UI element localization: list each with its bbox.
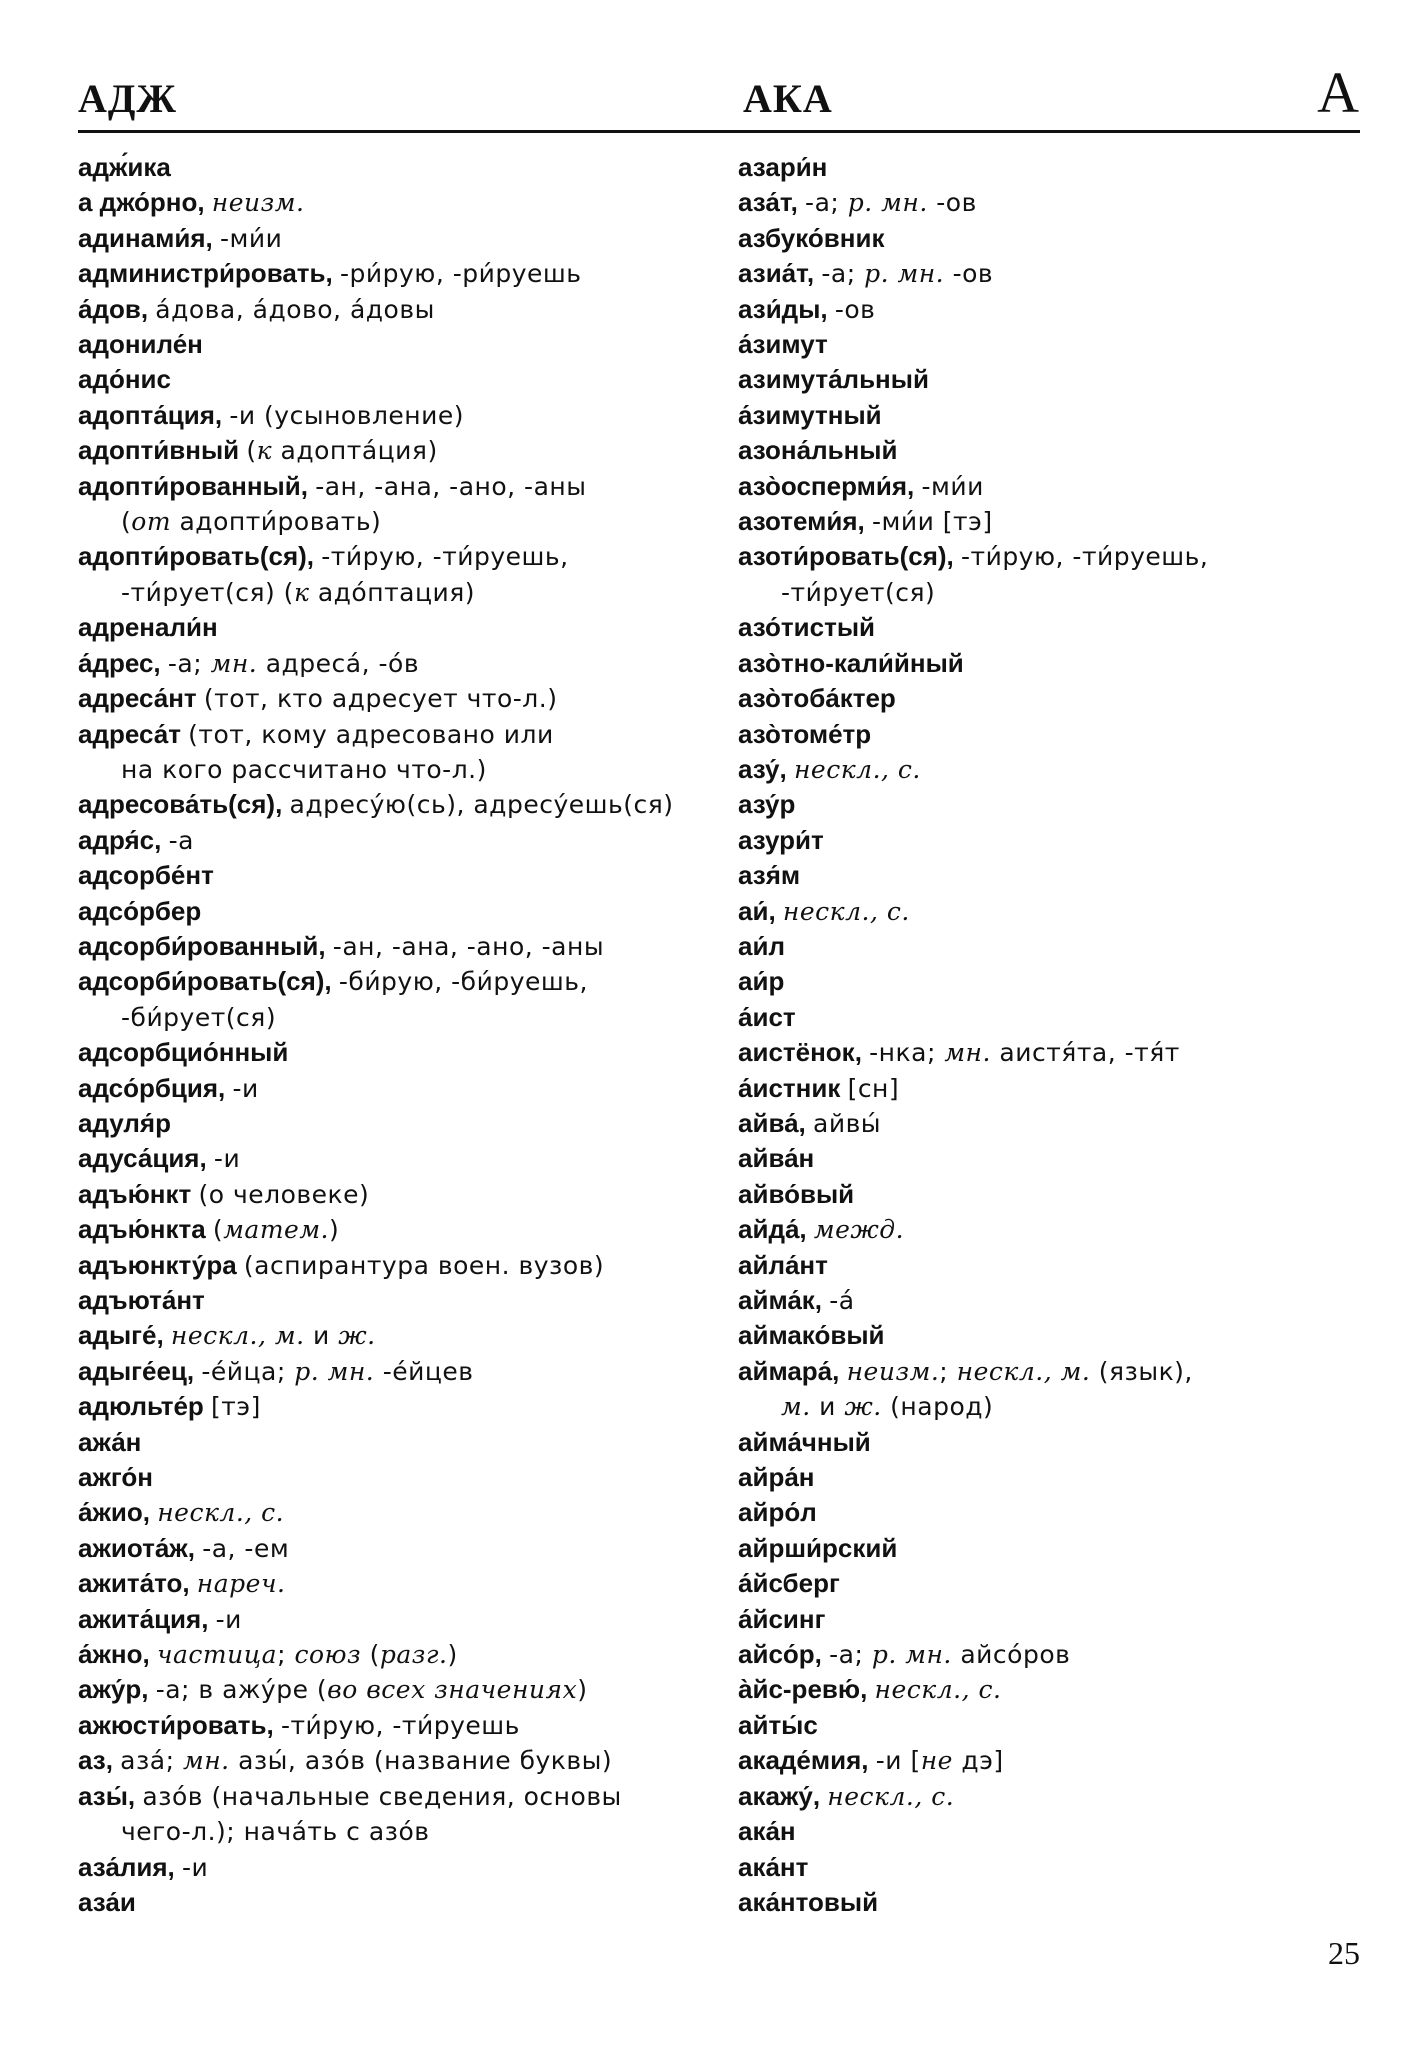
headword: аймара́, [738, 1355, 847, 1386]
dictionary-entry [78, 1389, 718, 1424]
entry-form: чего-л.); нача́ть с азо́в [121, 1817, 430, 1847]
dictionary-entry [78, 929, 718, 964]
headword: адуса́ция, [78, 1143, 214, 1174]
headword: айра́н [738, 1462, 815, 1493]
headword: аи́, [738, 895, 783, 926]
headword: администри́ровать, [78, 258, 340, 289]
headword: ажго́н [78, 1462, 153, 1493]
headword: азари́н [738, 152, 828, 182]
dictionary-entry [78, 1708, 718, 1743]
dictionary-entry [738, 1177, 1378, 1212]
entry-form: аза́; [120, 1746, 183, 1776]
dictionary-entry [738, 1071, 1378, 1106]
entry-form: -и [232, 1073, 259, 1103]
dictionary-entry [78, 823, 718, 858]
entry-form: (тот, кто адресует что-л.) [203, 684, 558, 714]
dictionary-entry [738, 1672, 1378, 1707]
dictionary-entry [78, 1566, 718, 1601]
entry-form: ) [329, 1215, 340, 1245]
grammar-note: ж. [338, 1321, 376, 1351]
dictionary-entry [78, 1318, 718, 1353]
headword: адсорби́ровать(ся), [78, 966, 339, 997]
headword: ажита́ция, [78, 1603, 216, 1634]
dictionary-entry [738, 1035, 1378, 1070]
entry-form: (народ) [881, 1392, 994, 1422]
headword: азиа́т, [738, 258, 822, 289]
headword: ака́нтовый [738, 1886, 879, 1917]
grammar-note: нескл., с. [782, 896, 910, 926]
dictionary-entry [738, 1000, 1378, 1035]
entry-form: -ти́рую, -ти́руешь, [321, 542, 569, 572]
dictionary-entry [738, 1743, 1378, 1778]
page-number: 25 [1328, 1935, 1360, 1971]
entry-form: адреса́, -о́в [257, 648, 420, 678]
headword: ажита́то, [78, 1568, 197, 1599]
dictionary-entry [78, 717, 718, 752]
entry-continuation [78, 1000, 718, 1035]
headword: айма́чный [738, 1426, 871, 1457]
entry-form: -а; [829, 1640, 872, 1670]
entry-form: -ти́рует(ся) [781, 577, 936, 607]
entry-form: ) [447, 1640, 458, 1670]
entry-form: ( [121, 507, 132, 537]
headword: а́дрес, [78, 647, 168, 678]
grammar-note: во всех значениях [327, 1675, 578, 1705]
entry-form: адо́птация) [309, 577, 476, 607]
dictionary-entry [738, 1425, 1378, 1460]
entry-form: (о человеке) [198, 1179, 370, 1209]
headword: а́истник [738, 1072, 848, 1103]
dictionary-entry [78, 1637, 718, 1672]
headword: аз, [78, 1745, 121, 1776]
headword: а̀йс-ревю́, [738, 1674, 875, 1705]
headword: азу́р [738, 789, 796, 820]
dictionary-entry [738, 327, 1378, 362]
dictionary-entry [78, 1141, 718, 1176]
dictionary-entry [738, 752, 1378, 787]
entry-form: -ти́рует(ся) ( [121, 577, 294, 607]
headword: айва́, [738, 1107, 813, 1138]
dictionary-entry [78, 1425, 718, 1460]
headword: адж́ика [78, 152, 171, 182]
dictionary-entry [78, 1743, 718, 1778]
dictionary-entry [738, 185, 1378, 220]
headword: адониле́н [78, 329, 203, 360]
dictionary-entry [78, 1460, 718, 1495]
dictionary-entry [78, 1885, 718, 1920]
dictionary-entry [738, 1248, 1378, 1283]
headword: адуля́р [78, 1107, 171, 1138]
left-column [78, 150, 718, 1920]
grammar-note: от [131, 507, 172, 537]
headword: ази́ды, [738, 293, 835, 324]
grammar-note: мн. [944, 1038, 991, 1068]
entry-form: -ов [927, 188, 977, 218]
grammar-note: р. мн. [847, 188, 928, 218]
entry-form: -ти́рую, -ти́руешь, [960, 542, 1209, 572]
headword: адинами́я, [78, 222, 220, 253]
entry-form: -а [168, 825, 194, 855]
grammar-note: м. [781, 1392, 811, 1422]
entry-continuation [738, 1389, 1378, 1424]
entry-form: (язык), [1090, 1356, 1193, 1386]
dictionary-entry [78, 469, 718, 504]
grammar-note: разг. [379, 1640, 448, 1670]
dictionary-entry [738, 256, 1378, 291]
headword: а́ист [738, 1001, 796, 1032]
dictionary-entry [738, 610, 1378, 645]
dictionary-entry [738, 504, 1378, 539]
grammar-note: неизм. [846, 1356, 940, 1386]
entry-form: -и [ [875, 1746, 921, 1776]
headword: аистёнок, [738, 1037, 870, 1068]
dictionary-entry [738, 1495, 1378, 1530]
entry-form: ( [246, 436, 257, 466]
dictionary-entry [78, 398, 718, 433]
headword: айда́, [738, 1214, 814, 1245]
grammar-note: р. мн. [294, 1356, 375, 1386]
dictionary-entry [738, 1106, 1378, 1141]
grammar-note: частица [156, 1640, 278, 1670]
headword: айла́нт [738, 1249, 828, 1280]
dictionary-entry [78, 539, 718, 574]
dictionary-entry [78, 646, 718, 681]
dictionary-entry [78, 1106, 718, 1141]
headword: адря́с, [78, 824, 169, 855]
dictionary-entry [78, 433, 718, 468]
dictionary-entry [738, 433, 1378, 468]
dictionary-entry [78, 1177, 718, 1212]
entry-form: -ов [834, 294, 876, 324]
headword: азо́тистый [738, 612, 876, 643]
grammar-note: нескл., м. [170, 1321, 305, 1351]
entry-form: -ан, -ана, -ано, -аны [332, 931, 605, 961]
entry-form: -е́йцев [374, 1356, 474, 1386]
entry-form: адопта́ция) [272, 436, 438, 466]
grammar-note: нескл., с. [793, 754, 921, 784]
headword: адыге́, [78, 1320, 171, 1351]
entry-form: и [304, 1321, 339, 1351]
dictionary-entry [738, 1354, 1378, 1389]
grammar-note: мн. [182, 1746, 230, 1776]
dictionary-entry [738, 1637, 1378, 1672]
headword: аи́л [738, 930, 785, 961]
grammar-note: неизм. [211, 188, 305, 218]
dictionary-entry [738, 1212, 1378, 1247]
section-letter: А [1317, 60, 1360, 125]
headword: айсо́р, [738, 1639, 830, 1670]
headword: азбуко́вник [738, 222, 885, 253]
entry-form: и [810, 1392, 845, 1422]
entry-form: а́дова, а́дово, а́довы [155, 294, 435, 324]
dictionary-entry [738, 539, 1378, 574]
dictionary-entry [738, 681, 1378, 716]
headword: аймако́вый [738, 1320, 885, 1351]
grammar-note: к [293, 577, 310, 607]
entry-form: [сн] [847, 1073, 900, 1103]
entry-form: -е́йца; [201, 1356, 295, 1386]
headword: азо̀тно-кали́йный [738, 647, 964, 678]
grammar-note: межд. [813, 1215, 905, 1245]
headword: а́йсинг [738, 1603, 826, 1634]
grammar-note: матем. [223, 1215, 329, 1245]
dictionary-entry [738, 1566, 1378, 1601]
headword: айты́с [738, 1709, 818, 1740]
dictionary-entry [738, 894, 1378, 929]
entry-form: -а; в ажу́ре ( [155, 1675, 328, 1705]
entry-form: ) [577, 1675, 588, 1705]
grammar-note: нескл., м. [956, 1356, 1091, 1386]
entry-form: -а; [167, 648, 211, 678]
headword: ажа́н [78, 1426, 142, 1457]
headword: адъю́нкта [78, 1214, 213, 1245]
entry-form: адресу́ю(сь), адресу́ешь(ся) [289, 790, 674, 820]
entry-form: -ми́и [921, 471, 984, 501]
headword: азона́льный [738, 435, 898, 466]
dictionary-entry [738, 469, 1378, 504]
headword: адопти́вный [78, 435, 247, 466]
entry-form: адопти́ровать) [171, 507, 382, 537]
grammar-note: ж. [844, 1392, 882, 1422]
page-header [78, 58, 1360, 133]
dictionary-entry [738, 787, 1378, 822]
dictionary-entry [78, 1354, 718, 1389]
headword: айма́к, [738, 1285, 830, 1315]
grammar-note: к [256, 436, 273, 466]
headword: айва́н [738, 1143, 815, 1174]
dictionary-entry [78, 858, 718, 893]
headword: айрши́рский [738, 1532, 898, 1563]
dictionary-entry [738, 1283, 1378, 1318]
entry-form: -и [213, 1144, 241, 1174]
entry-form: (тот, кому адресовано или [188, 719, 554, 749]
headword: ажиота́ж, [78, 1532, 203, 1563]
entry-form: -би́рую, -би́руешь, [338, 967, 588, 997]
entry-form: -а́ [829, 1286, 855, 1315]
headword: айво́вый [738, 1178, 855, 1209]
headword: адюльте́р [78, 1391, 212, 1422]
headword: адъюта́нт [78, 1285, 205, 1315]
headword: а́жио, [78, 1497, 158, 1528]
dictionary-entry [738, 1318, 1378, 1353]
headword: акажу́, [738, 1780, 828, 1811]
dictionary-entry [78, 1212, 718, 1247]
headword: а́зимутный [738, 399, 882, 430]
headword: азимута́льный [738, 364, 929, 395]
dictionary-entry [78, 1531, 718, 1566]
headword: ажу́р, [78, 1674, 156, 1705]
entry-form: -и (усыновление) [229, 400, 465, 430]
headword: адопти́рованный, [78, 470, 316, 501]
dictionary-entry [78, 1779, 718, 1814]
dictionary-entry [78, 787, 718, 822]
entry-form: ( [212, 1215, 224, 1245]
dictionary-entry [78, 1248, 718, 1283]
dictionary-entry [78, 894, 718, 929]
entry-form: -ан, -ана, -ано, -аны [315, 471, 587, 501]
dictionary-entry [78, 964, 718, 999]
entry-form: -а; [805, 188, 848, 218]
entry-form: азы́, азо́в (название буквы) [229, 1746, 613, 1776]
entry-form: ; [277, 1640, 295, 1670]
dictionary-entry [78, 610, 718, 645]
entry-form: -и [181, 1852, 209, 1882]
headword: акаде́мия, [738, 1745, 876, 1776]
headword: ака́н [738, 1816, 796, 1847]
dictionary-entry [738, 221, 1378, 256]
dictionary-entry [78, 150, 718, 185]
grammar-note: нескл., с. [827, 1781, 955, 1811]
headword: адыге́ец, [78, 1355, 202, 1386]
dictionary-entry [738, 398, 1378, 433]
headword: а джо́рно, [78, 187, 212, 218]
grammar-note: союз [294, 1640, 362, 1670]
headword: азу́, [738, 753, 794, 784]
headword: ажюсти́ровать, [78, 1709, 281, 1740]
dictionary-entry [738, 646, 1378, 681]
headword: адреса́т [78, 718, 189, 749]
entry-continuation [78, 752, 718, 787]
entry-form: -ми́и [219, 223, 283, 253]
entry-form: -би́рует(ся) [121, 1002, 277, 1032]
dictionary-entry [738, 292, 1378, 327]
headword: а́жно, [78, 1639, 157, 1670]
entry-continuation [738, 575, 1378, 610]
headword: адопти́ровать(ся), [78, 541, 322, 572]
entry-form: дэ] [952, 1746, 1004, 1776]
dictionary-entry [738, 858, 1378, 893]
entry-form: ( [361, 1640, 380, 1670]
entry-form: -а; [821, 259, 865, 289]
dictionary-entry [738, 1885, 1378, 1920]
dictionary-entry [78, 1672, 718, 1707]
entry-form: азо́в (начальные сведения, основы [142, 1781, 622, 1811]
dictionary-entry [738, 362, 1378, 397]
entry-form: (аспирантура воен. вузов) [243, 1250, 605, 1280]
entry-form: -а, -ем [202, 1533, 290, 1563]
dictionary-entry [738, 1814, 1378, 1849]
headword: аза́и [78, 1886, 136, 1917]
headword: азури́т [738, 824, 824, 855]
right-column [738, 150, 1378, 1920]
headword: азо̀осперми́я, [738, 470, 922, 501]
entry-form: -ми́и [тэ] [871, 507, 993, 537]
dictionary-entry [738, 1460, 1378, 1495]
running-head-middle: АКА [743, 76, 833, 121]
grammar-note: р. мн. [871, 1640, 952, 1670]
dictionary-entry [78, 256, 718, 291]
entry-form: на кого рассчитано что-л.) [121, 754, 487, 784]
headword: адсорби́рованный, [78, 930, 333, 961]
headword: адсо́рбер [78, 895, 202, 926]
headword: аза́т, [738, 187, 806, 218]
headword: адсорбцио́нный [78, 1037, 289, 1068]
entry-form: [тэ] [211, 1392, 261, 1422]
headword: адъюнкту́ра [78, 1249, 244, 1280]
dictionary-entry [738, 1602, 1378, 1637]
headword: адо́нис [78, 364, 171, 395]
entry-form: ; [939, 1356, 957, 1386]
dictionary-entry [78, 1850, 718, 1885]
dictionary-entry [738, 1708, 1378, 1743]
entry-form: -ов [944, 259, 994, 289]
headword: адресова́ть(ся), [78, 789, 290, 820]
headword: азы́, [78, 1780, 143, 1811]
dictionary-entry [78, 1602, 718, 1637]
grammar-note: мн. [210, 648, 258, 678]
headword: азоти́ровать(ся), [738, 541, 961, 572]
dictionary-entry [78, 185, 718, 220]
headword: адренали́н [78, 612, 218, 643]
dictionary-entry [738, 1531, 1378, 1566]
dictionary-entry [738, 964, 1378, 999]
entry-form: -ри́рую, -ри́руешь [339, 259, 582, 289]
headword: адопта́ция, [78, 399, 230, 430]
headword: а́зимут [738, 329, 828, 360]
headword: ака́нт [738, 1851, 809, 1882]
grammar-note: нареч. [196, 1569, 286, 1599]
headword: айро́л [738, 1497, 817, 1528]
running-head-left: АДЖ [78, 76, 177, 121]
headword: азотеми́я, [738, 506, 872, 537]
headword: адсорбе́нт [78, 860, 214, 891]
dictionary-entry [78, 221, 718, 256]
dictionary-entry [738, 823, 1378, 858]
headword: азо̀тоба́ктер [738, 683, 896, 714]
entry-form: -нка; [869, 1038, 945, 1068]
dictionary-entry [738, 150, 1378, 185]
grammar-note: нескл., с. [157, 1498, 285, 1528]
headword: адъю́нкт [78, 1178, 199, 1209]
headword: аза́лия, [78, 1851, 182, 1882]
dictionary-entry [738, 929, 1378, 964]
headword: азо̀томе́тр [738, 718, 872, 749]
entry-form: айвы́ [813, 1108, 882, 1138]
dictionary-entry [738, 1779, 1378, 1814]
entry-form: айсо́ров [951, 1640, 1071, 1670]
dictionary-entry [78, 681, 718, 716]
entry-continuation [78, 575, 718, 610]
entry-form: -и [215, 1604, 242, 1634]
dictionary-entry [78, 1035, 718, 1070]
headword: азя́м [738, 860, 801, 891]
dictionary-entry [78, 1071, 718, 1106]
grammar-note: нескл., с. [874, 1675, 1002, 1705]
dictionary-entry [738, 717, 1378, 752]
grammar-note: не [920, 1746, 953, 1776]
entry-continuation [78, 504, 718, 539]
grammar-note: р. мн. [864, 259, 945, 289]
headword: адреса́нт [78, 683, 204, 714]
headword: адсо́рбция, [78, 1072, 233, 1103]
dictionary-entry [78, 327, 718, 362]
entry-form: аистя́та, -тя́т [990, 1038, 1180, 1068]
entry-continuation [78, 1814, 718, 1849]
headword: аи́р [738, 966, 785, 997]
headword: а́дов, [78, 293, 156, 324]
headword: а́йсберг [738, 1568, 840, 1599]
dictionary-entry [78, 292, 718, 327]
dictionary-entry [738, 1850, 1378, 1885]
dictionary-entry [78, 362, 718, 397]
dictionary-entry [738, 1141, 1378, 1176]
dictionary-entry [78, 1495, 718, 1530]
dictionary-entry [78, 1283, 718, 1318]
entry-form: -ти́рую, -ти́руешь [280, 1710, 520, 1740]
